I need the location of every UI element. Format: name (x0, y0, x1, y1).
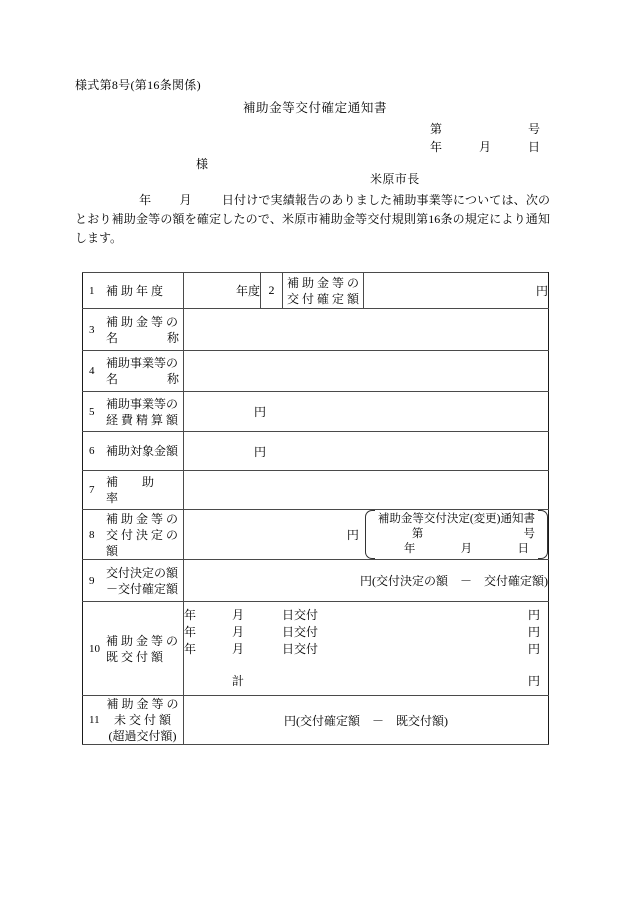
row8-value-cell[interactable] (184, 510, 549, 560)
row3-label-line-2b: 称 (166, 330, 179, 345)
document-title: 補助金等交付確定通知書 (242, 101, 388, 115)
table-row (83, 309, 549, 351)
body-paragraph (75, 191, 550, 248)
payment-total-unit: 円 (527, 674, 540, 688)
row1-label: 補 助 年 度 (106, 283, 164, 298)
row4-label (106, 355, 179, 387)
table-row (83, 696, 549, 745)
row5-number: 5 (89, 405, 95, 418)
row3-number: 3 (89, 323, 95, 336)
row7-number: 7 (89, 484, 95, 496)
row8-label (106, 511, 179, 559)
bracket-number-suffix: 号 (523, 528, 535, 540)
row4-number: 4 (89, 365, 95, 377)
bracket-notice-number-line (378, 527, 535, 542)
reference-number-suffix: 号 (527, 122, 540, 136)
row4-label-cell (83, 351, 184, 392)
bracket-notice-date-line (378, 542, 535, 557)
row2-value-unit: 円 (535, 284, 548, 298)
row10-label-line-1: 補 助 金 等 の (106, 633, 179, 648)
payment-total-row (184, 673, 540, 690)
payment-1-year: 年 (184, 608, 197, 622)
bracket-notice-title: 補助金等交付決定(変更)通知書 (377, 513, 535, 525)
row11-value-cell[interactable] (184, 696, 549, 745)
payment-2-unit: 円 (527, 625, 540, 639)
row1-value-unit: 年度 (235, 284, 260, 298)
row9-label-cell (83, 560, 184, 602)
row1-label-cell (83, 273, 184, 309)
row2-label-line-1: 補 助 金 等 の (287, 275, 360, 290)
table-row (83, 432, 549, 471)
bracket-date-day: 日 (517, 543, 529, 555)
row8-label-cell (83, 510, 184, 560)
row3-label (106, 314, 179, 346)
row3-label-cell (83, 309, 184, 351)
body-date-month: 月 (179, 193, 192, 207)
row10-label-cell (83, 602, 184, 696)
table-row (83, 471, 549, 510)
row5-value-cell[interactable] (184, 392, 549, 432)
row10-number: 10 (89, 642, 100, 655)
row5-label-line-1: 補助事業等の (106, 396, 179, 411)
row11-label-cell (83, 696, 184, 745)
payment-3-year: 年 (184, 642, 197, 656)
row7-label: 補 助 率 (106, 475, 179, 505)
bracket-date-month: 月 (460, 543, 473, 555)
row4-label-line-2a: 名 (106, 372, 119, 386)
table-row (83, 351, 549, 392)
row9-label (106, 565, 179, 597)
row4-label-line-1: 補助事業等の (106, 356, 179, 370)
issue-date-year: 年 (430, 140, 443, 154)
payment-1-month: 月 (232, 608, 245, 622)
row10-label (106, 633, 179, 665)
row5-label (106, 396, 179, 428)
row9-value-cell[interactable] (184, 560, 549, 602)
row7-label-cell (83, 471, 184, 510)
row2-number: 2 (268, 283, 275, 297)
body-line-2: おり補助金等の額を確定したので、米原市補助金等交付規則第16条の規定により通知し (75, 212, 550, 245)
table-row (83, 602, 549, 696)
row11-label-line-1: 補 助 金 等 の (106, 697, 179, 711)
row11-number: 11 (89, 714, 100, 726)
row7-value-cell[interactable] (184, 471, 549, 510)
row6-number: 6 (89, 445, 95, 457)
row2-label (287, 275, 359, 307)
payment-entry-row (184, 624, 540, 641)
payment-2-year: 年 (184, 625, 197, 639)
body-date-year: 年 (139, 193, 152, 207)
row8-label-line-2: 交 付 決 定 の 額 (106, 527, 179, 558)
row5-label-cell (83, 392, 184, 432)
table-row (83, 560, 549, 602)
row2-number-cell (261, 273, 283, 309)
row8-label-line-1: 補 助 金 等 の (106, 511, 179, 526)
payment-2-month: 月 (232, 625, 245, 639)
issuer-name: 米原市長 (370, 172, 420, 186)
row11-label (106, 696, 179, 744)
payment-entry-row (184, 641, 540, 658)
row6-label-cell (83, 432, 184, 471)
table-row (83, 392, 549, 432)
decision-notice-bracket (365, 510, 548, 559)
payment-3-unit: 円 (527, 642, 540, 656)
row9-value-text: 円(交付決定の額 － 交付確定額) (360, 574, 548, 588)
payment-3-month: 月 (232, 642, 245, 656)
row9-number: 9 (89, 574, 95, 587)
row11-value-text: 円(交付確定額 － 既交付額) (284, 713, 448, 728)
row2-label-line-2: 交 付 確 定 額 (287, 291, 360, 306)
row6-value-cell[interactable] (184, 432, 549, 471)
payment-3-day: 日交付 (282, 642, 319, 656)
row1-number: 1 (89, 284, 95, 297)
row3-value-cell[interactable] (184, 309, 549, 351)
payment-2-day: 日交付 (282, 625, 319, 639)
body-line-3: ます。 (87, 231, 123, 245)
row8-value-unit: 円 (346, 528, 359, 542)
row10-value-cell[interactable] (184, 602, 549, 696)
grant-details-table (82, 272, 549, 745)
payment-1-unit: 円 (527, 608, 540, 622)
payment-1-day: 日交付 (282, 608, 319, 622)
issue-date-line (430, 138, 540, 155)
row2-label-cell (283, 273, 364, 309)
row5-label-line-2: 経 費 精 算 額 (106, 412, 179, 427)
row3-label-line-1: 補 助 金 等 の (106, 314, 179, 329)
row4-label-line-2b: 称 (166, 372, 179, 386)
row5-value-unit: 円 (254, 405, 267, 419)
row2-value-cell[interactable] (364, 273, 549, 309)
row11-label-line-3: (超過交付額) (108, 729, 177, 743)
row1-value-cell[interactable] (184, 273, 261, 309)
row11-label-line-2: 未 交 付 額 (113, 713, 171, 727)
payment-total-label: 計 (232, 674, 245, 688)
issue-date-day: 日 (527, 140, 540, 154)
issue-date-month: 月 (478, 140, 491, 154)
bracket-number-label: 第 (411, 528, 424, 540)
row9-label-line-2: －交付確定額 (106, 581, 179, 596)
table-row (83, 273, 549, 309)
reference-number-label: 第 (430, 122, 443, 136)
form-number: 様式第8号(第16条関係) (75, 78, 201, 92)
row10-label-line-2: 既 交 付 額 (106, 649, 164, 664)
body-line-1: 日付けで実績報告のありました補助事業等については、次のと (75, 193, 550, 226)
row6-value-unit: 円 (254, 444, 267, 459)
row6-label: 補助対象金額 (106, 444, 179, 458)
addressee-honorific: 様 (196, 157, 209, 171)
table-row (83, 510, 549, 560)
payment-entry-row (184, 607, 540, 624)
row8-number: 8 (89, 528, 95, 541)
reference-number-line (430, 120, 540, 137)
bracket-date-year: 年 (403, 543, 416, 555)
row4-value-cell[interactable] (184, 351, 549, 392)
row9-label-line-1: 交付決定の額 (106, 565, 179, 580)
row3-label-line-2a: 名 (106, 330, 119, 345)
